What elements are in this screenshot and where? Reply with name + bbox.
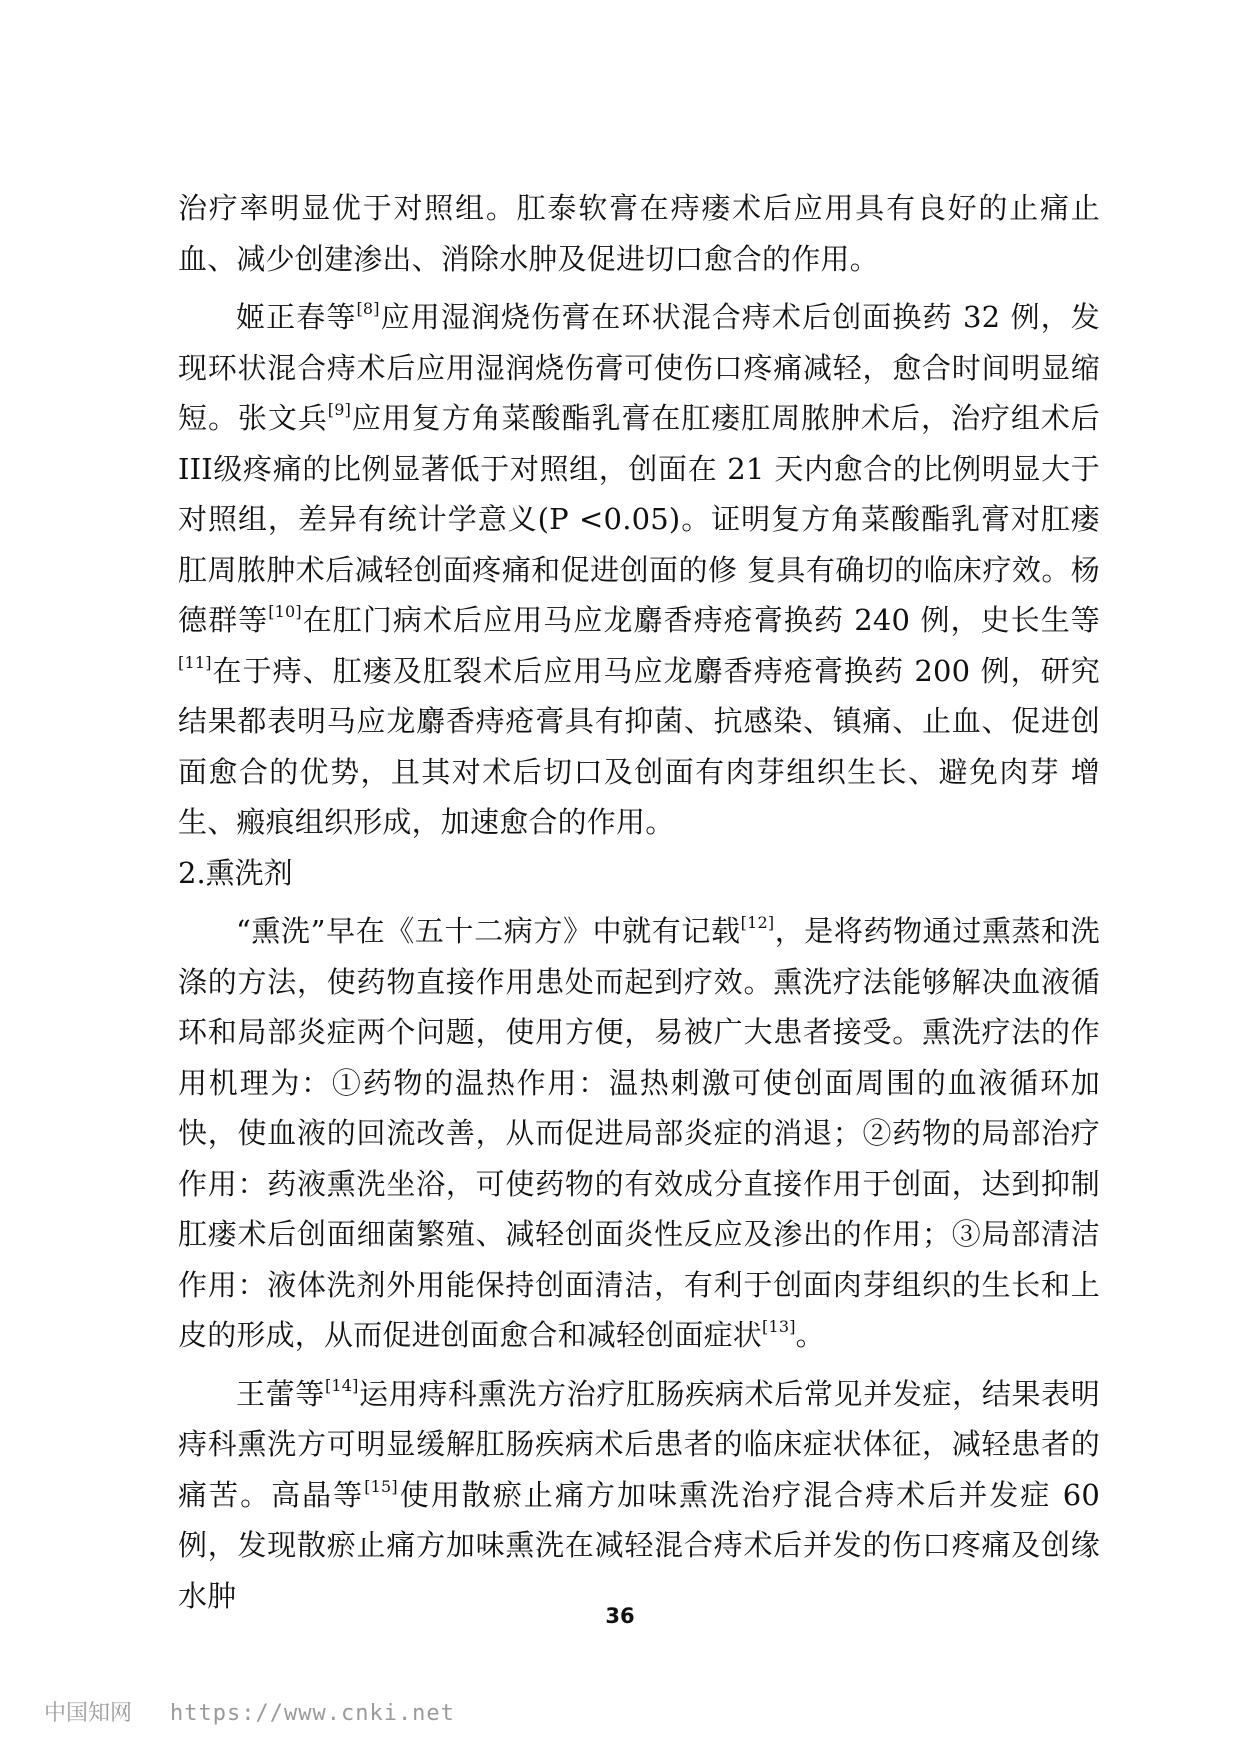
- section-heading: 2.熏洗剂: [178, 855, 293, 890]
- citation-ref: [8]: [356, 299, 380, 318]
- citation-ref: [12]: [740, 913, 775, 932]
- text-run: 应用复方角菜酸酯乳膏在肛瘘肛周脓肿术后，治疗组术后III级疼痛的比例显著低于对照组，创面在 21 天内愈合的比例明显大于对照组，差异有统计学意义(P <0.05)。证明复方角菜酸酯乳膏对肛瘘肛周脓肿术后减轻创面疼痛和促进创面的修 复具有确切的临床疗效。杨德群等: [178, 401, 1100, 637]
- watermark-site-name: 中国知网: [44, 1701, 133, 1726]
- paragraph-3: [178, 906, 1100, 1361]
- text-run: 在肛门病术后应用马应龙麝香痔疮膏换药 240 例，史长生等: [301, 603, 1100, 637]
- citation-ref: [9]: [327, 400, 352, 419]
- paragraph-4: [178, 1369, 1100, 1622]
- text-run: 姬正春等: [236, 300, 357, 334]
- watermark-url: https://www.cnki.net: [170, 1701, 455, 1726]
- paragraph-2: [178, 292, 1100, 848]
- body-text: [178, 183, 1100, 1621]
- paragraph-1: [178, 183, 1100, 284]
- text-run: 。: [795, 1318, 825, 1352]
- citation-ref: [13]: [762, 1317, 796, 1336]
- text-run: 治疗率明显优于对照组。肛泰软膏在痔瘘术后应用具有良好的止痛止血、减少创建渗出、消除水肿及促进切口愈合的作用。: [178, 191, 1100, 276]
- page-number: 36: [605, 1604, 635, 1628]
- text-run: 使用散瘀止痛方加味熏洗治疗混合痔术后并发症 60 例，发现散瘀止痛方加味熏洗在减轻混合痔术后并发的伤口疼痛及创缘水肿: [178, 1477, 1101, 1613]
- text-run: 运用痔科熏洗方治疗肛肠疾病术后常见并发症，结果表明痔科熏洗方可明显缓解肛肠疾病术后患者的临床症状体征，减轻患者的痛苦。高晶等: [178, 1376, 1100, 1512]
- text-run: 应用湿润烧伤膏在环状混合痔术后创面换药 32 例，发现环状混合痔术后应用湿润烧伤膏可使伤口疼痛减轻，愈合时间明显缩短。张文兵: [178, 300, 1100, 435]
- text-run: “熏洗”早在《五十二病方》中就有记载: [236, 914, 741, 948]
- citation-ref: [15]: [364, 1476, 398, 1496]
- text-run: ，是将药物通过熏蒸和洗涤的方法，使药物直接作用患处而起到疗效。熏洗疗法能够解决血液循环和局部炎症两个问题，使用方便，易被广大患者接受。熏洗疗法的作用机理为：①药物的温热作用：温热刺激可使创面周围的血液循环加快，使血液的回流改善，从而促进局部炎症的消退；②药物的局部治疗作用：药液熏洗坐浴，可使药物的有效成分直接作用于创面，达到抑制肛瘘术后创面细菌繁殖、减轻创面炎性反应及渗出的作用；③局部清洁作用：液体洗剂外用能保持创面清洁，有利于创面肉芽组织的生长和上皮的形成，从而促进创面愈合和减轻创面症状: [178, 914, 1100, 1352]
- watermark: [44, 1696, 455, 1727]
- text-run: 在于痔、肛瘘及肛裂术后应用马应龙麝香痔疮膏换药 200 例，研究结果都表明马应龙麝香痔疮膏具有抑菌、抗感染、镇痛、止血、促进创面愈合的优势，且其对术后切口及创面有肉芽组织生长、避免肉芽 增生、瘢痕组织形成，加速愈合的作用。: [178, 653, 1100, 839]
- citation-ref: [11]: [178, 652, 212, 672]
- citation-ref: [10]: [268, 602, 302, 621]
- text-run: 王蕾等: [236, 1376, 325, 1411]
- citation-ref: [14]: [324, 1375, 359, 1395]
